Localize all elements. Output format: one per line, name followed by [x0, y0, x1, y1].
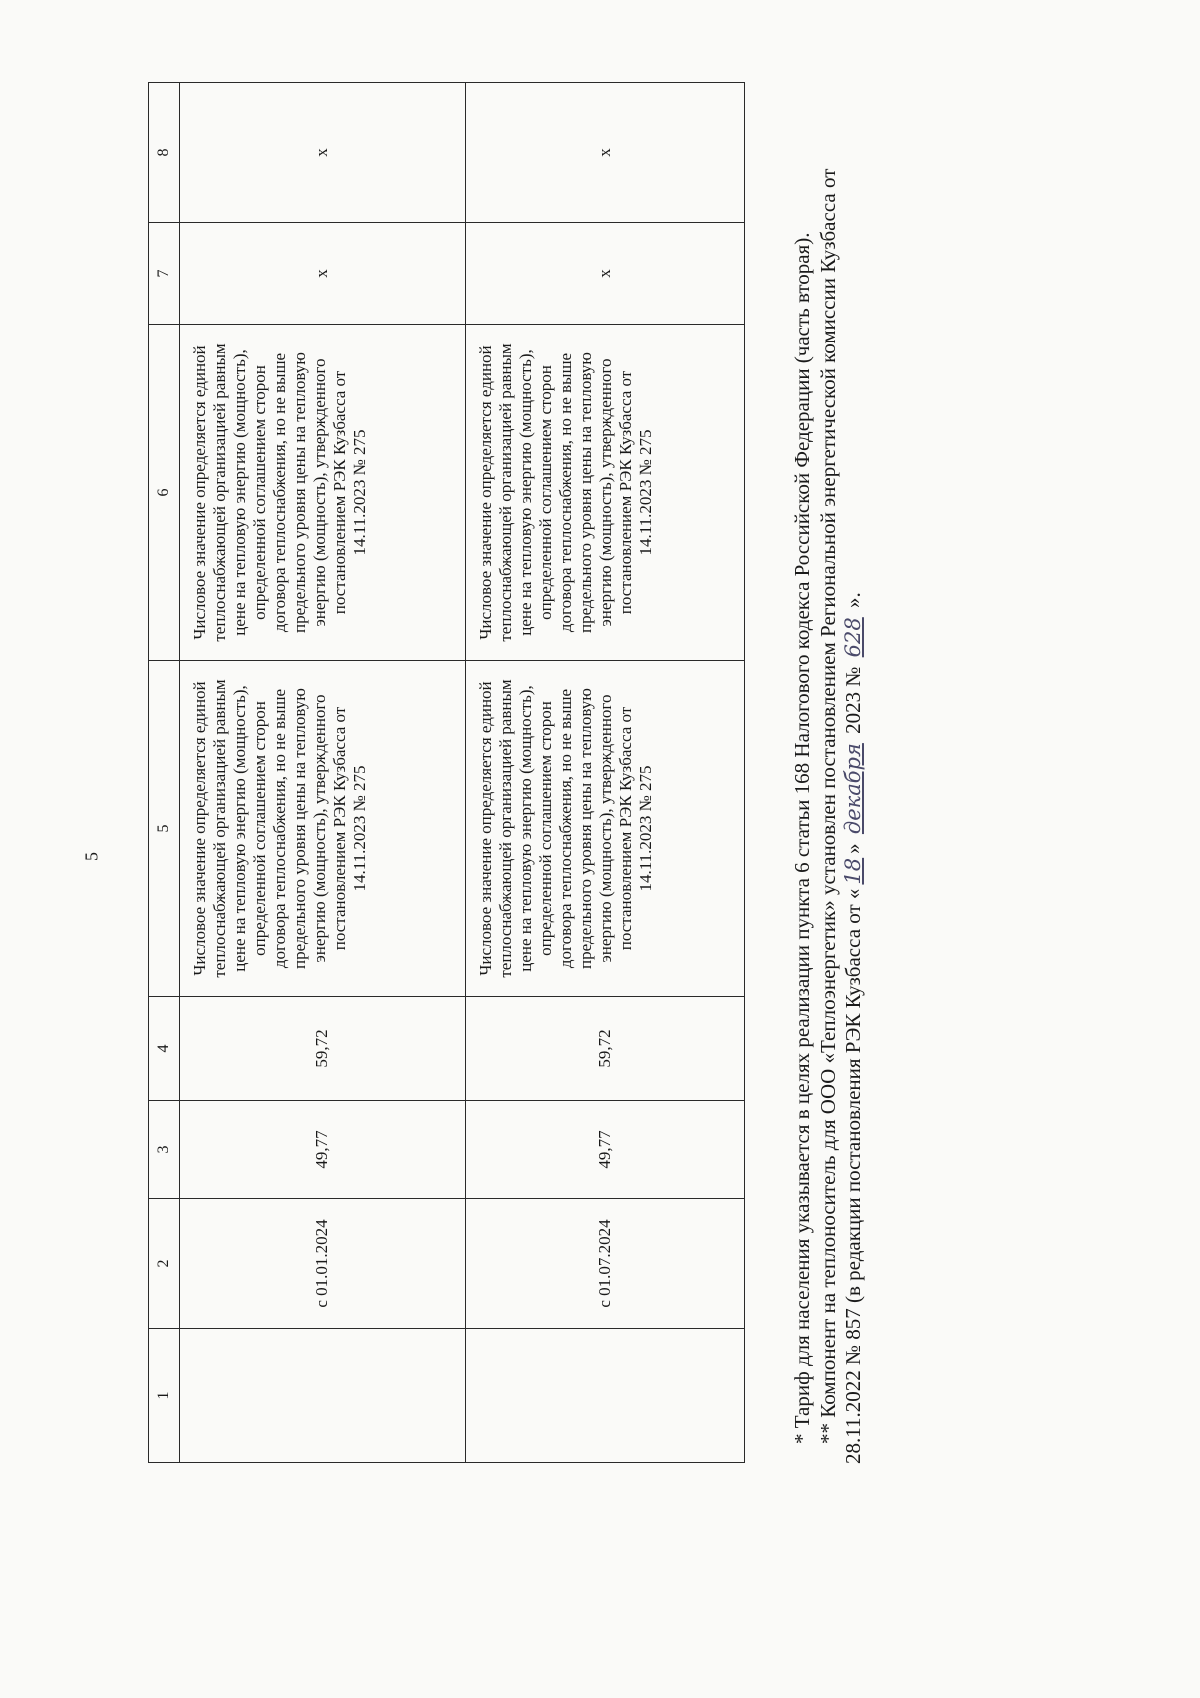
header-row — [149, 83, 180, 1463]
cell-col-8: х — [466, 83, 745, 223]
table-row — [466, 83, 745, 1463]
cell-value-1: 49,77 — [466, 1101, 745, 1199]
cell-text-5: Числовое значение определяется единой теплоснабжающей организацией равным цене на тепловую энергию (мощность), определенной соглашением сторон договора теплоснабжения, но не выше предельного уровня цены на тепловую энергию (мощность), утвержденного постановлением РЭК Кузбасса от 14.11.2023 № 275 — [180, 661, 466, 997]
cell-col-1 — [466, 1329, 745, 1463]
handwritten-day: 18 — [841, 857, 866, 885]
footnote-component-end: ». — [841, 592, 866, 614]
footnote-component-text: ** Компонент на теплоноситель для ООО «Теплоэнергетик» установлен постановлением Региональной энергетической комиссии Кузбасса от 28.11.2022 № 857 (в редакции постановления РЭК Кузбасса от « — [815, 168, 866, 1464]
header-col-8: 8 — [149, 83, 180, 223]
footnote-component — [816, 74, 867, 1464]
cell-text-6: Числовое значение определяется единой теплоснабжающей организацией равным цене на тепловую энергию (мощность), определенной соглашением сторон договора теплоснабжения, но не выше предельного уровня цены на тепловую энергию (мощность), утвержденного постановлением РЭК Кузбасса от 14.11.2023 № 275 — [466, 325, 745, 661]
header-col-6: 6 — [149, 325, 180, 661]
cell-value-1: 49,77 — [180, 1101, 466, 1199]
cell-col-1 — [180, 1329, 466, 1463]
header-col-3: 3 — [149, 1101, 180, 1199]
cell-col-7: х — [180, 223, 466, 325]
header-col-7: 7 — [149, 223, 180, 325]
cell-period: с 01.01.2024 — [180, 1199, 466, 1329]
tariff-table — [148, 82, 745, 1463]
header-col-4: 4 — [149, 997, 180, 1101]
tariff-table-wrap — [148, 83, 745, 1463]
footnote-tariff: * Тариф для населения указывается в целях реализации пункта 6 статьи 168 Налогового кодекса Российской Федерации (часть вторая). — [790, 232, 814, 1444]
footnote-component-year: 2023 № — [841, 661, 866, 740]
header-col-5: 5 — [149, 661, 180, 997]
handwritten-month: декабря — [841, 743, 866, 835]
footnote-component-mid: » — [841, 838, 866, 854]
handwritten-number: 628 — [841, 617, 866, 658]
page-number: 5 — [81, 852, 102, 861]
table-row — [180, 83, 466, 1463]
cell-text-6: Числовое значение определяется единой теплоснабжающей организацией равным цене на тепловую энергию (мощность), определенной соглашением сторон договора теплоснабжения, но не выше предельного уровня цены на тепловую энергию (мощность), утвержденного постановлением РЭК Кузбасса от 14.11.2023 № 275 — [180, 325, 466, 661]
cell-value-2: 59,72 — [180, 997, 466, 1101]
header-col-2: 2 — [149, 1199, 180, 1329]
cell-value-2: 59,72 — [466, 997, 745, 1101]
header-col-1: 1 — [149, 1329, 180, 1463]
cell-col-7: х — [466, 223, 745, 325]
footnotes — [790, 74, 867, 1464]
cell-text-5: Числовое значение определяется единой теплоснабжающей организацией равным цене на тепловую энергию (мощность), определенной соглашением сторон договора теплоснабжения, но не выше предельного уровня цены на тепловую энергию (мощность), утвержденного постановлением РЭК Кузбасса от 14.11.2023 № 275 — [466, 661, 745, 997]
cell-period: с 01.07.2024 — [466, 1199, 745, 1329]
cell-col-8: х — [180, 83, 466, 223]
